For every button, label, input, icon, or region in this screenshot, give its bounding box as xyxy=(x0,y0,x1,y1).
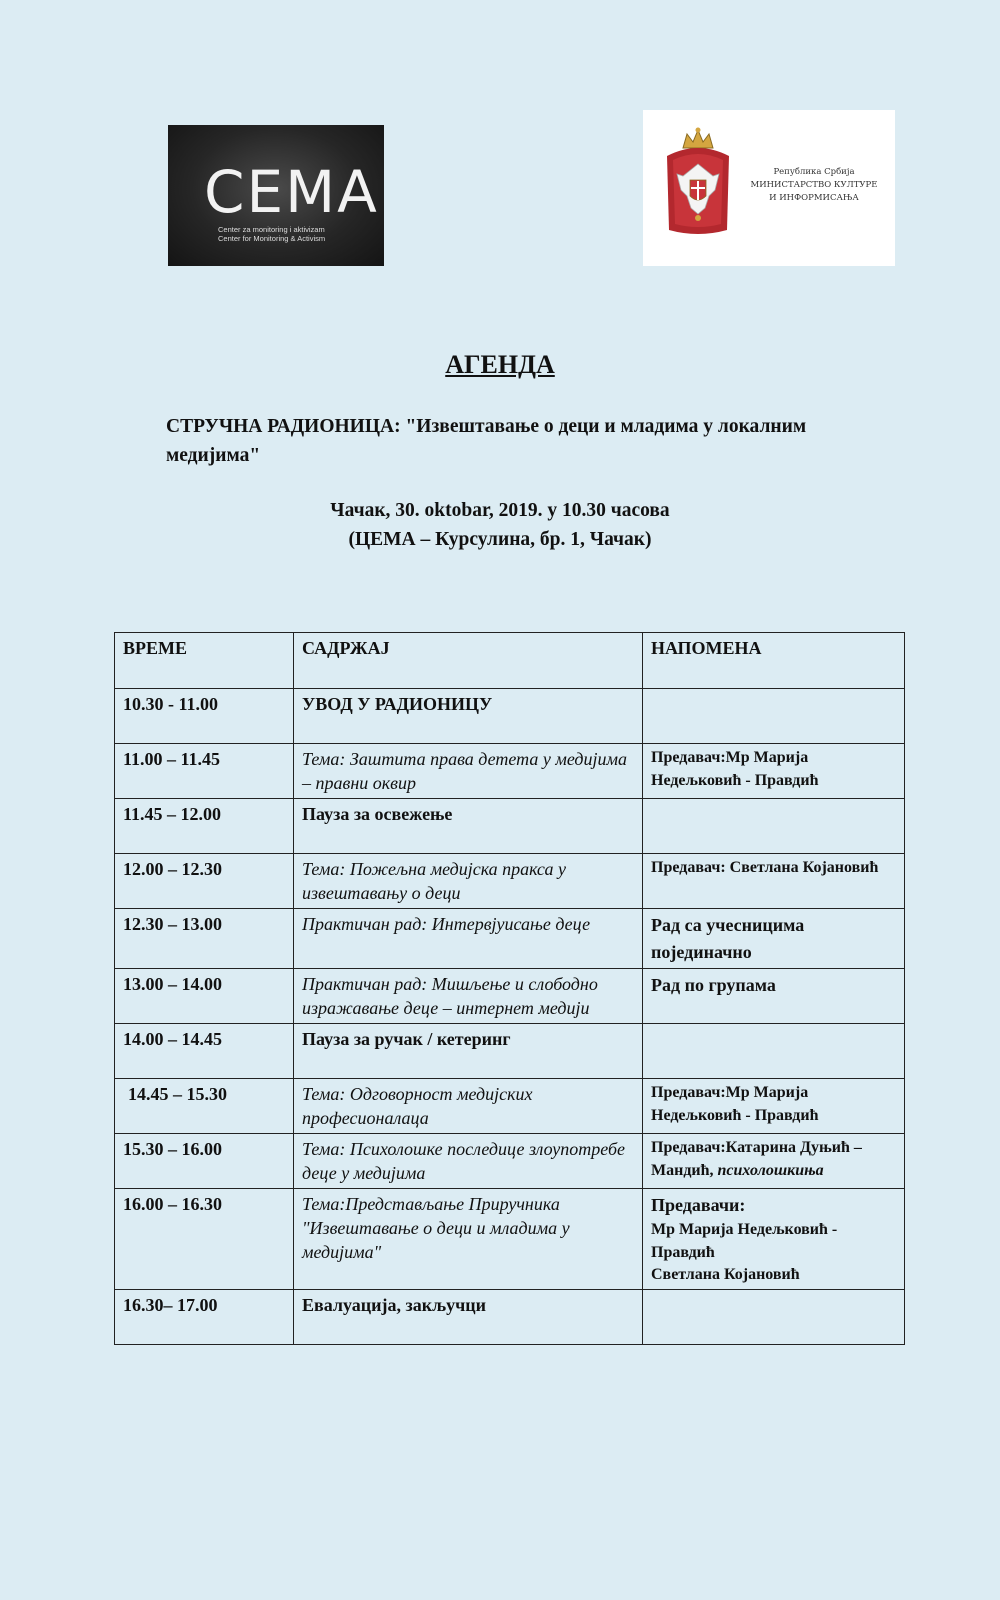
row-content: Тема: Психолошке последице злоупотребе деце у медијима xyxy=(294,1134,643,1189)
note-text: Предавач:Мр Марија Недељковић - Правдић xyxy=(651,1084,819,1124)
cema-logo xyxy=(168,125,384,266)
row-content: Пауза за освежење xyxy=(294,799,643,854)
note-text: Мр Марија Недељковић - Правдић xyxy=(651,1221,838,1261)
table-row xyxy=(115,854,905,909)
row-time: 14.45 – 15.30 xyxy=(115,1079,294,1134)
table-row xyxy=(115,909,905,969)
table-header-row xyxy=(115,633,905,689)
ministry-text-line2: МИНИСТАРСТВО КУЛТУРЕ xyxy=(750,180,878,190)
table-row xyxy=(115,1079,905,1134)
note-text: Предавач:Мр Марија Недељковић - Правдић xyxy=(651,749,819,789)
date-line: Чачак, 30. oktobar, 2019. у 10.30 часова xyxy=(330,500,670,521)
row-note xyxy=(643,854,905,909)
note-italic: психолошкиња xyxy=(717,1161,824,1179)
row-note xyxy=(643,1189,905,1290)
row-time: 13.00 – 14.00 xyxy=(115,969,294,1024)
row-time: 11.45 – 12.00 xyxy=(115,799,294,854)
location-line: (ЦЕМА – Курсулина, бр. 1, Чачак) xyxy=(348,529,652,550)
row-content: Практичан рад: Интервјуисање деце xyxy=(294,909,643,969)
serbian-coat-of-arms-icon xyxy=(661,126,735,238)
row-content: Практичан рад: Мишљење и слободно изражавање деце – интернет медији xyxy=(294,969,643,1024)
header-content: САДРЖАЈ xyxy=(294,633,643,689)
row-note xyxy=(643,1134,905,1189)
row-note xyxy=(643,909,905,969)
row-note xyxy=(643,689,905,744)
note-text: Рад са учесницима појединачно xyxy=(651,915,805,962)
table-row xyxy=(115,1189,905,1290)
table-row xyxy=(115,799,905,854)
note-text: Рад по групама xyxy=(651,975,776,995)
row-content: Пауза за ручак / кетеринг xyxy=(294,1024,643,1079)
workshop-title: СТРУЧНА РАДИОНИЦА: "Извештавање о деци и младима у локалним медијима" xyxy=(166,416,807,466)
row-time: 15.30 – 16.00 xyxy=(115,1134,294,1189)
row-time: 12.30 – 13.00 xyxy=(115,909,294,969)
row-time: 16.30– 17.00 xyxy=(115,1289,294,1344)
table-row xyxy=(115,1134,905,1189)
note-text xyxy=(651,1137,896,1182)
date-location xyxy=(0,496,1000,554)
row-content: Тема:Представљање Приручника "Извештавање о деци и младима у медијима" xyxy=(294,1189,643,1290)
table-row xyxy=(115,969,905,1024)
row-note xyxy=(643,799,905,854)
cema-subtitle xyxy=(218,225,325,243)
header-time: ВРЕМЕ xyxy=(115,633,294,689)
row-time: 12.00 – 12.30 xyxy=(115,854,294,909)
page-title: АГЕНДА xyxy=(445,350,555,379)
cema-wordmark: CEMA xyxy=(204,158,379,226)
table-row xyxy=(115,1024,905,1079)
agenda-table xyxy=(114,632,905,1345)
table-row xyxy=(115,689,905,744)
row-time: 16.00 – 16.30 xyxy=(115,1189,294,1290)
row-content: УВОД У РАДИОНИЦУ xyxy=(294,689,643,744)
row-note xyxy=(643,1024,905,1079)
row-content: Евалуација, закључци xyxy=(294,1289,643,1344)
row-note xyxy=(643,969,905,1024)
row-note xyxy=(643,744,905,799)
ministry-logo xyxy=(643,110,895,266)
cema-subtitle-line2: Center for Monitoring & Activism xyxy=(218,234,326,243)
row-note xyxy=(643,1079,905,1134)
ministry-text-line3: И ИНФОРМИСАЊА xyxy=(769,193,859,203)
row-content: Тема: Пожељна медијска пракса у извештавању о деци xyxy=(294,854,643,909)
row-content: Тема: Одговорност медијских професионалаца xyxy=(294,1079,643,1134)
header-note: НАПОМЕНА xyxy=(643,633,905,689)
ministry-text-line1: Република Србија xyxy=(773,167,855,177)
table-row xyxy=(115,744,905,799)
ministry-text xyxy=(741,166,887,205)
note-text: Предавач: Светлана Којановић xyxy=(651,859,879,876)
row-note xyxy=(643,1289,905,1344)
row-content: Тема: Заштита права детета у медијима – правни оквир xyxy=(294,744,643,799)
note-main: Предавач:Катарина Дуњић – Мандић, xyxy=(651,1139,862,1179)
row-time: 14.00 – 14.45 xyxy=(115,1024,294,1079)
note-text: Светлана Којановић xyxy=(651,1266,800,1283)
cema-subtitle-line1: Center za monitoring i aktivizam xyxy=(218,225,325,234)
row-time: 11.00 – 11.45 xyxy=(115,744,294,799)
note-heading: Предавачи: xyxy=(651,1195,746,1215)
row-time: 10.30 - 11.00 xyxy=(115,689,294,744)
table-row xyxy=(115,1289,905,1344)
